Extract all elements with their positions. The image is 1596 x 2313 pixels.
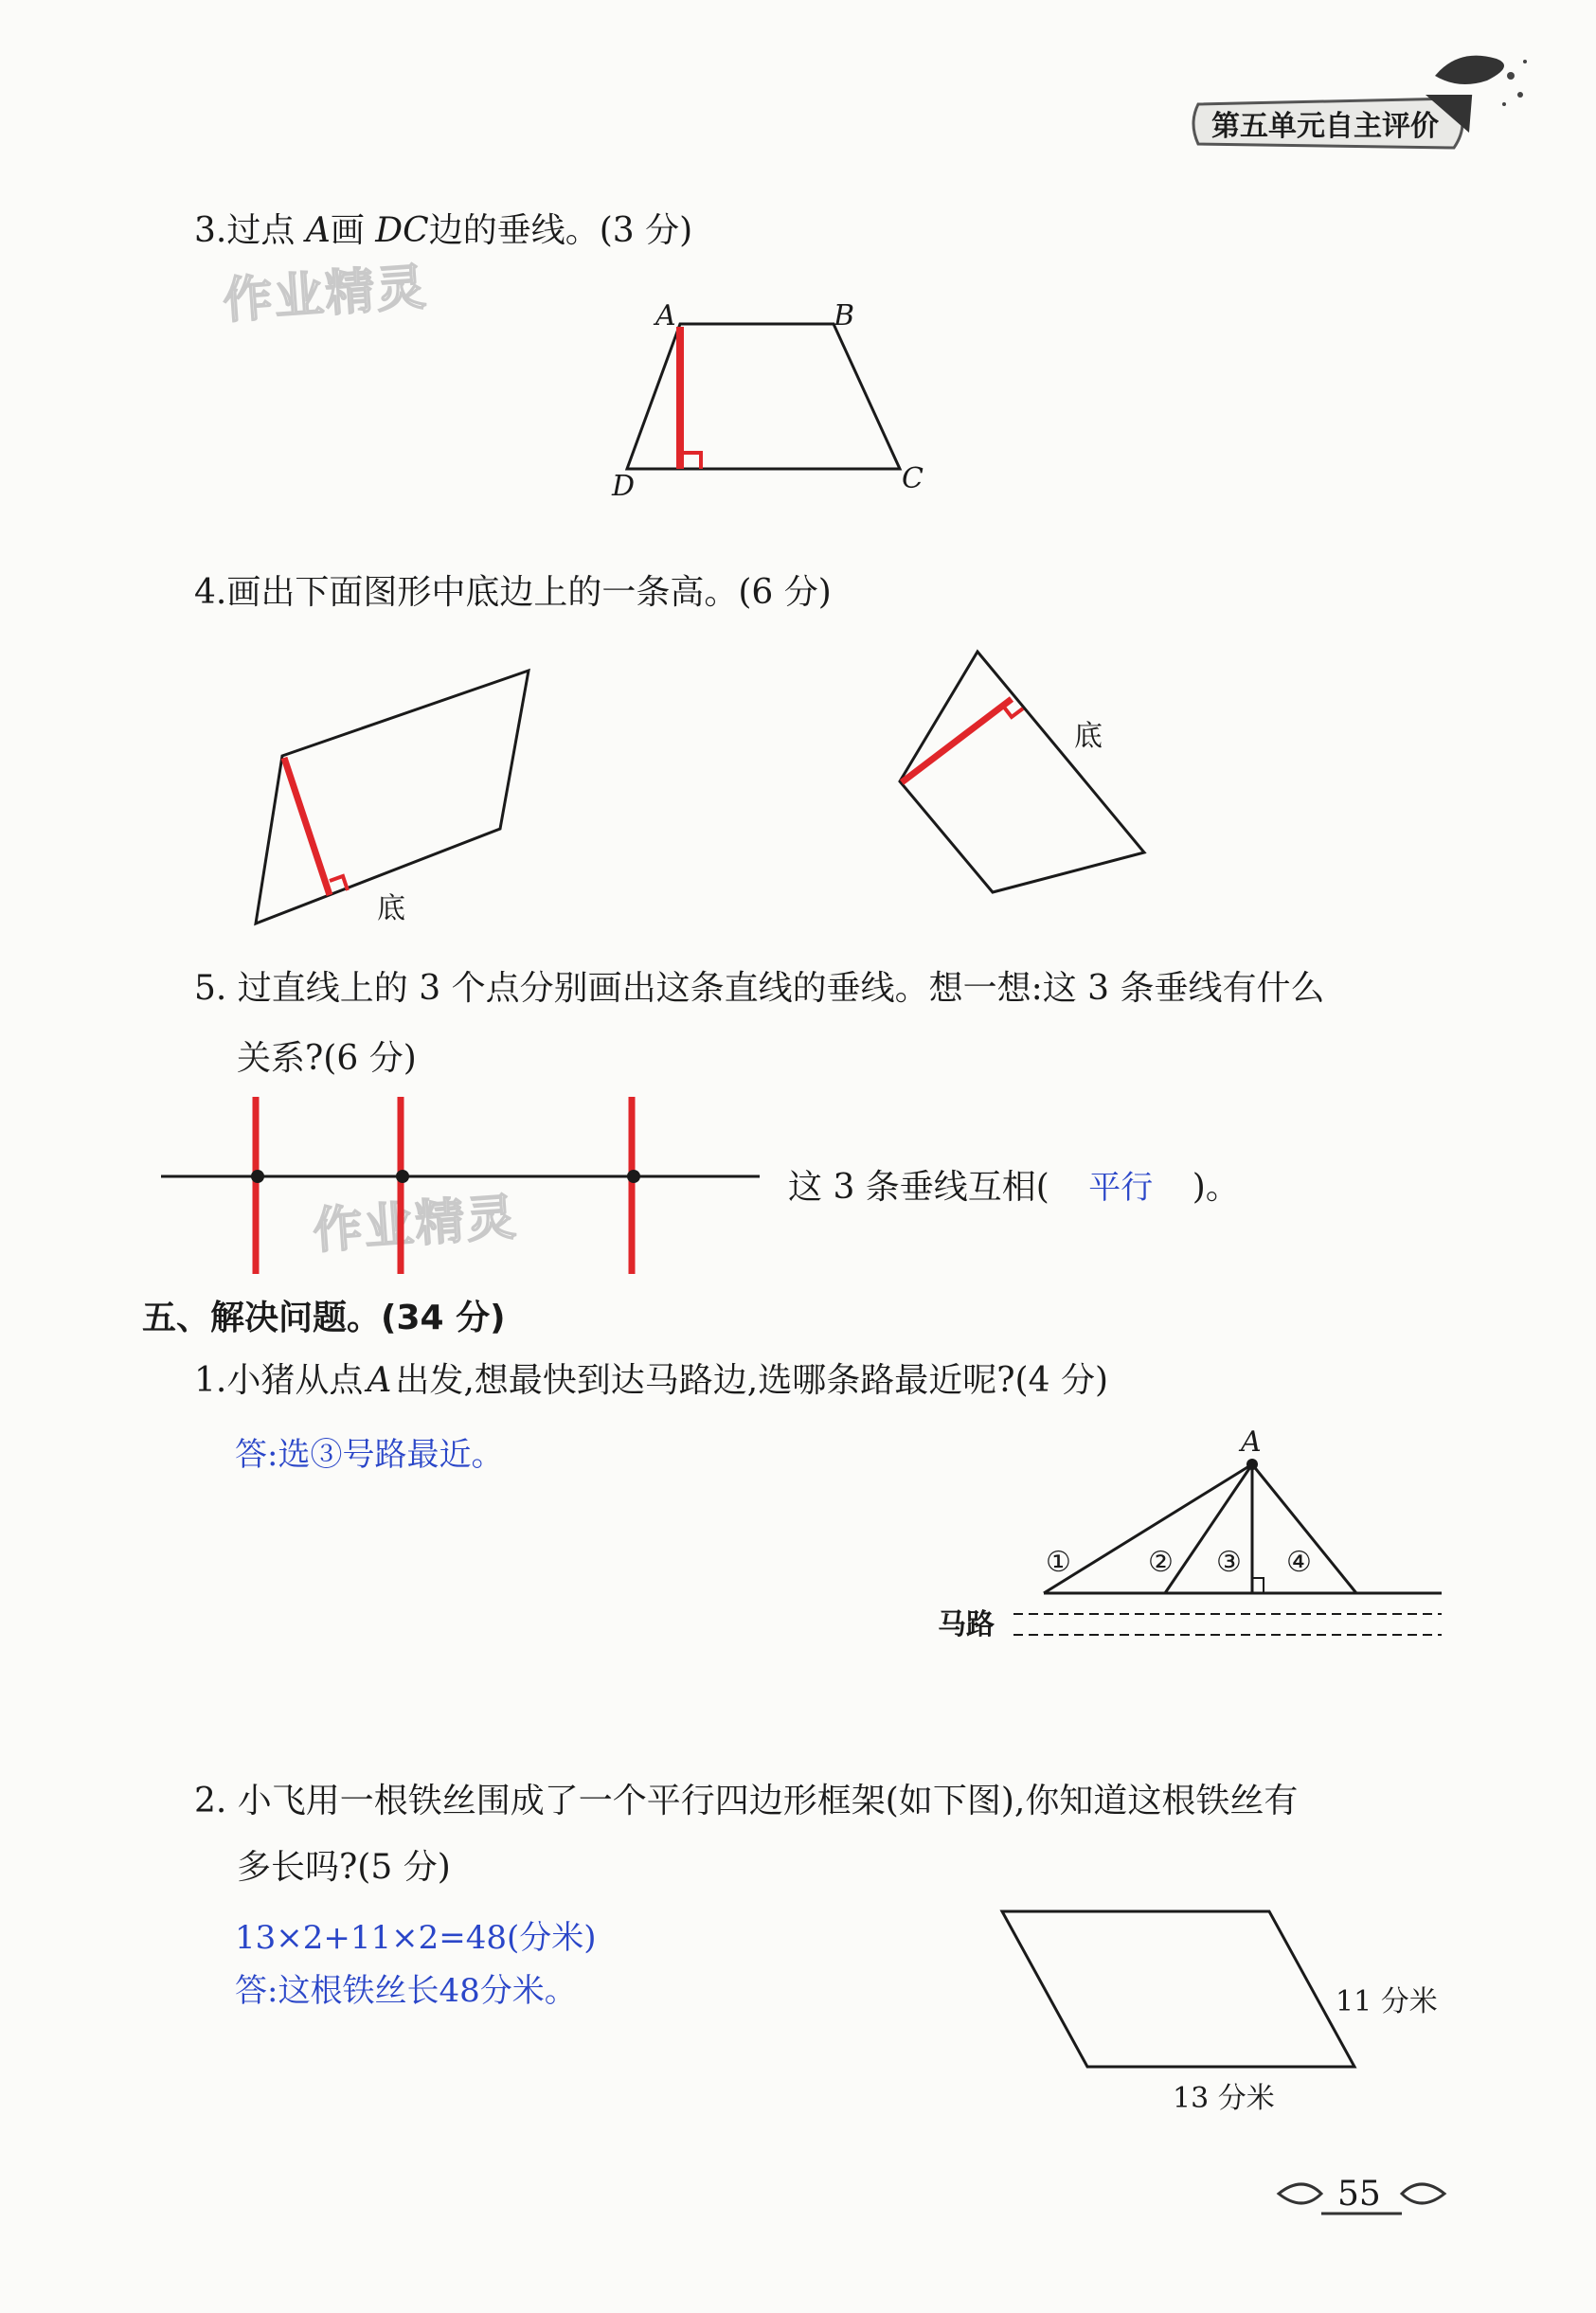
p1-road-label: 马路	[938, 1608, 995, 1641]
q5-answer-sentence: 这 3 条垂线互相( 平行 )。	[788, 1168, 1240, 1207]
p2-calculation: 13×2+11×2=48(分米)	[235, 1919, 597, 1957]
q3-label-c: C	[902, 462, 924, 495]
p2-prompt-line1: 2. 小飞用一根铁丝围成了一个平行四边形框架(如下图),你知道这根铁丝有	[194, 1782, 1299, 1820]
q3-label-d: D	[612, 470, 636, 503]
p1-path-3: ③	[1216, 1546, 1242, 1579]
q4-right-angle-1	[330, 876, 348, 890]
q4-base-label-1: 底	[377, 892, 405, 925]
p1-prompt: 1.小猪从点 A 出发,想最快到达马路边,选哪条路最近呢?(4 分)	[194, 1361, 1108, 1400]
p2-prompt-line2: 多长吗?(5 分)	[237, 1848, 451, 1887]
q3-trapezoid	[627, 324, 900, 469]
p2-side-label: 11 分米	[1336, 1985, 1438, 2018]
p1-path-4: ④	[1286, 1546, 1312, 1579]
p2-parallelogram	[1002, 1911, 1354, 2067]
q3-label-b: B	[834, 299, 855, 332]
q5-prompt-line1: 5. 过直线上的 3 个点分别画出这条直线的垂线。想一想:这 3 条垂线有什么	[194, 969, 1325, 1008]
q4-right-angle-2	[1002, 705, 1023, 717]
q5-figure	[161, 1097, 760, 1274]
p2-answer: 答:这根铁丝长48分米。	[235, 1972, 577, 2010]
section5-title: 五、解决问题。(34 分)	[142, 1299, 506, 1337]
q4-prompt: 4.画出下面图形中底边上的一条高。(6 分)	[194, 573, 832, 612]
q4-base-label-2: 底	[1074, 720, 1103, 753]
p1-path-1: ①	[1046, 1546, 1071, 1579]
p2-bottom-label: 13 分米	[1173, 2082, 1275, 2115]
q5-answer: 平行	[1088, 1169, 1154, 1207]
page-number: 55	[1337, 2175, 1381, 2214]
q5-prompt-line2: 关系?(6 分)	[237, 1039, 417, 1078]
watermark-mid: 作业精灵	[311, 1189, 520, 1261]
watermark-top: 作业精灵	[221, 259, 430, 331]
p1-apex-label: A	[1241, 1425, 1262, 1459]
q4-triangle	[900, 652, 1144, 892]
q4-height-2	[902, 699, 1012, 782]
q3-label-a: A	[655, 299, 676, 332]
unit-title: 第五单元自主评价	[1211, 110, 1439, 143]
q4-height-1	[284, 758, 330, 895]
q3-prompt: 3.过点 A画 DC边的垂线。(3 分)	[194, 211, 693, 250]
p1-answer: 答:选③号路最近。	[235, 1436, 504, 1474]
p1-path-2: ②	[1148, 1546, 1174, 1579]
q3-right-angle-mark	[684, 453, 701, 469]
